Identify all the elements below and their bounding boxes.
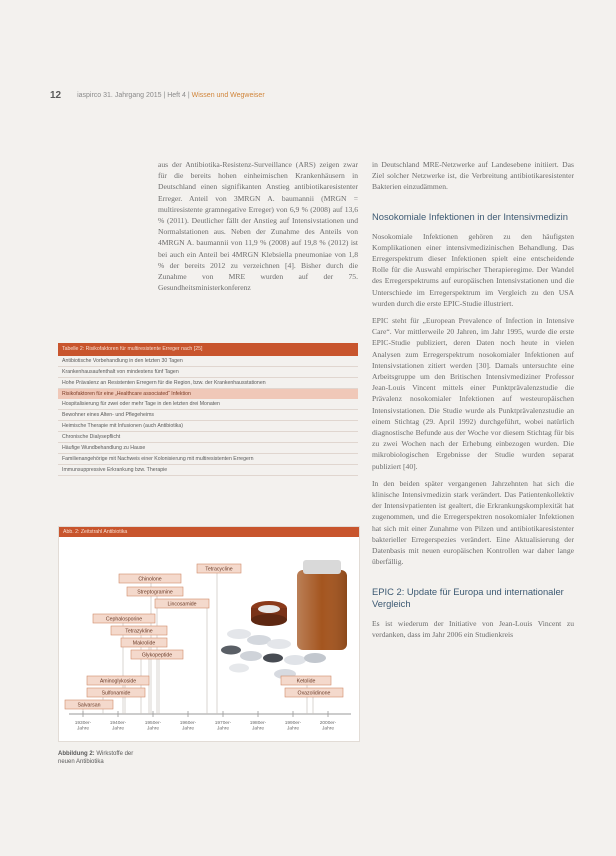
- year-label: 1930er-Jahre: [74, 721, 92, 732]
- timeline-label: [87, 676, 149, 685]
- medicine-bottle-image: [221, 560, 347, 679]
- timeline-graphic: [59, 538, 359, 740]
- table-row: Hohe Prävalenz an Resistenten Erregern für die Region, bzw. der Krankenhausstationen: [58, 378, 358, 389]
- timeline-label: [131, 650, 183, 659]
- table-row: Bewohner eines Alten- und Pflegeheims: [58, 410, 358, 421]
- svg-text:Sulfonamide: Sulfonamide: [101, 690, 131, 697]
- page-header: [50, 90, 265, 101]
- table-row: Häufige Wundbehandlung zu Hause: [58, 443, 358, 454]
- page-number: 12: [50, 90, 62, 101]
- table-subheader: Risikofaktoren für eine „Healthcare associated“ Infektion: [58, 389, 358, 399]
- table-row: Chronische Dialysepflicht: [58, 432, 358, 443]
- svg-text:Ketolide: Ketolide: [296, 678, 316, 685]
- svg-text:Glykopeptide: Glykopeptide: [141, 652, 173, 659]
- antibiotics-timeline-figure: [58, 526, 360, 742]
- timeline-label: [155, 599, 209, 608]
- table-rows-b: [58, 399, 358, 476]
- figure-caption-text: Wirkstoffe der neuen Antibiotika: [58, 751, 134, 765]
- year-label: 1940er-Jahre: [109, 721, 127, 732]
- svg-text:Makrolide: Makrolide: [132, 640, 156, 647]
- table-row: Krankenhausaufenthalt von mindestens fünf Tagen: [58, 367, 358, 378]
- journal-info: iaspirco 31. Jahrgang 2015 | Heft 4 |: [77, 92, 190, 99]
- timeline-label: [285, 688, 343, 697]
- year-label: 1970er-Jahre: [214, 721, 232, 732]
- timeline-label: [121, 638, 167, 647]
- svg-text:Lincosamide: Lincosamide: [167, 601, 197, 608]
- figure-caption-label: Abbildung 2:: [58, 751, 95, 757]
- figure-caption: [58, 750, 138, 766]
- svg-text:Oxazolidinone: Oxazolidinone: [297, 690, 331, 697]
- risk-factor-table: [58, 343, 358, 476]
- timeline-label: [281, 676, 331, 685]
- table-row: Familienangehörige mit Nachweis einer Kolonisierung mit multiresistenten Erregern: [58, 454, 358, 465]
- svg-text:Cephalosporine: Cephalosporine: [105, 616, 143, 623]
- timeline-label: [127, 587, 183, 596]
- table-row: Immunsuppressive Erkrankung bzw. Therapie: [58, 465, 358, 476]
- year-label: 1960er-Jahre: [179, 721, 197, 732]
- year-label: 2000er-Jahre: [319, 721, 337, 732]
- svg-text:Chinolone: Chinolone: [138, 576, 162, 583]
- timeline-label: [119, 574, 181, 583]
- table-row: Heimische Therapie mit Infusionen (auch Antibiotika): [58, 421, 358, 432]
- svg-text:Tetracycline: Tetracycline: [205, 566, 233, 573]
- timeline-label: [197, 564, 241, 573]
- timeline-label: [87, 688, 145, 697]
- left-column: [158, 159, 358, 299]
- figure-caption-bar: Abb. 2: Zeitstrahl Antibiotika: [59, 527, 359, 537]
- timeline-label: [65, 700, 113, 709]
- right-paragraph-3: EPIC steht für „European Prevalence of Infection in Intensive Care“. Vor mittlerweile 20 Jahren, im Jahr 1995, wurde die erste EPIC-Studie publiziert, deren Daten noch heute in vielen Analysen zum Erregerspektrum nosokomialer Infektionen auf Intensivstationen zitiert werden [30]. Damals untersuchte eine Arbeitsgruppe um den Britischen Intensivmediziner Professor Jean-Louis Vincent mittels einer Punktprävalenzstudie die Prävalenz nosokomialer Infektionen auf westeuropäischen Intensivstationen. Die Studie wurde als Punktprävalenzstudie an einem Stichtag (29. April 1992) durchgeführt, wobei natürlich diagnostische Befunde aus der Woche vor diesem Stichtag für bis zu zwei Wochen nach der Erhebung einbezogen wurden. Die mikrobiologischen Ergebnisse der Studie wurden separat publiziert [40].: [372, 316, 574, 471]
- right-paragraph-4: In den beiden später vergangenen Jahrzehnten hat sich die klinische Intensivmedizin stark verändert. Das Patientenkollektiv der Intensivpatienten ist gealtert, die Erkrankungskomplexität hat zugenommen, und die Erregerspektren nosokomialer Infektionen hat sich mit einer Zunahme von Pilzen und antibiotikaresistenter bakterieller Erregerspezies verändert. Eine Aktualisierung der Datenbasis mit neuen europäischen Kontrollen war daher lange überfällig.: [372, 478, 574, 567]
- table-rows-a: [58, 356, 358, 389]
- svg-text:Tetrazykline: Tetrazykline: [125, 628, 153, 635]
- right-paragraph-2: Nosokomiale Infektionen gehören zu den häufigsten Komplikationen einer intensivmedizinischen Behandlung. Das Erregerspektrum dieser Infektionen spielt eine entscheidende Rolle für die Auswahl empirischer Therapieregime. Der Wandel des Erregerspektrums auf europäischen Intensivstationen und die Unterschiede im Erregerspektrum im Vergleich zu den USA wurden durch die erste EPIC-Studie illustriert.: [372, 231, 574, 308]
- section-heading-nosokomiale: Nosokomiale Infektionen in der Intensivmedizin: [372, 210, 568, 222]
- left-paragraph: aus der Antibiotika-Resistenz-Surveillance (ARS) zeigen zwar für die bereits hohen einheimischen Krankenhäusern in Deutschland einen signifikanten Anstieg antibiotikaresistenter Erreger. Anteil von 3MRGN A. baumannii (MRGN = multiresistente gramnegative Erreger) von 6,9 % (2008) auf 13,6 % (2011). Deutlicher fällt der Anstieg auf Intensivstationen und Normalstationen aus. Neben der Zunahme des Anteils von 4MRGN A. baumannii von 11,9 % (2008) auf 19,8 % (2012) ist bei auch ein Anteil bei 4MRGN Klebsiella pneumoniae von 1,8 % der bereits 2012 zu verzeichnen [4]. Bisher durch die Zunahme von MRE wurden auf der 75. Gesundheitsministerkonferenz: [158, 160, 358, 293]
- timeline-label: [93, 614, 155, 623]
- section-name: Wissen und Wegweiser: [191, 92, 265, 99]
- year-label: 1990er-Jahre: [284, 721, 302, 732]
- right-paragraph-5: Es ist wiederum der Initiative von Jean-Louis Vincent zu verdanken, dass im Jahr 2006 ein Studienkreis: [372, 618, 574, 639]
- right-paragraph-1: in Deutschland MRE-Netzwerke auf Landesebene initiiert. Das Ziel solcher Netzwerke ist, die Verbreitung antibiotikaresistenter Bakterien einzudämmen.: [372, 160, 574, 192]
- svg-text:Streptogramine: Streptogramine: [137, 589, 173, 596]
- year-label: 1980er-Jahre: [249, 721, 267, 732]
- section-heading-epic2: EPIC 2: Update für Europa und internationaler Vergleich: [372, 585, 564, 609]
- svg-text:Salvarsan: Salvarsan: [77, 702, 101, 709]
- table-caption: Tabelle 2: Risikofaktoren für multiresistente Erreger nach [25]: [58, 343, 358, 356]
- year-label: 1950er-Jahre: [144, 721, 162, 732]
- timeline-label: [111, 626, 167, 635]
- table-row: Antibiotische Vorbehandlung in den letzten 30 Tagen: [58, 356, 358, 367]
- svg-text:Aminoglykoside: Aminoglykoside: [99, 678, 137, 685]
- table-row: Hospitalisierung für zwei oder mehr Tage in den letzten drei Monaten: [58, 399, 358, 410]
- right-column: [372, 159, 574, 646]
